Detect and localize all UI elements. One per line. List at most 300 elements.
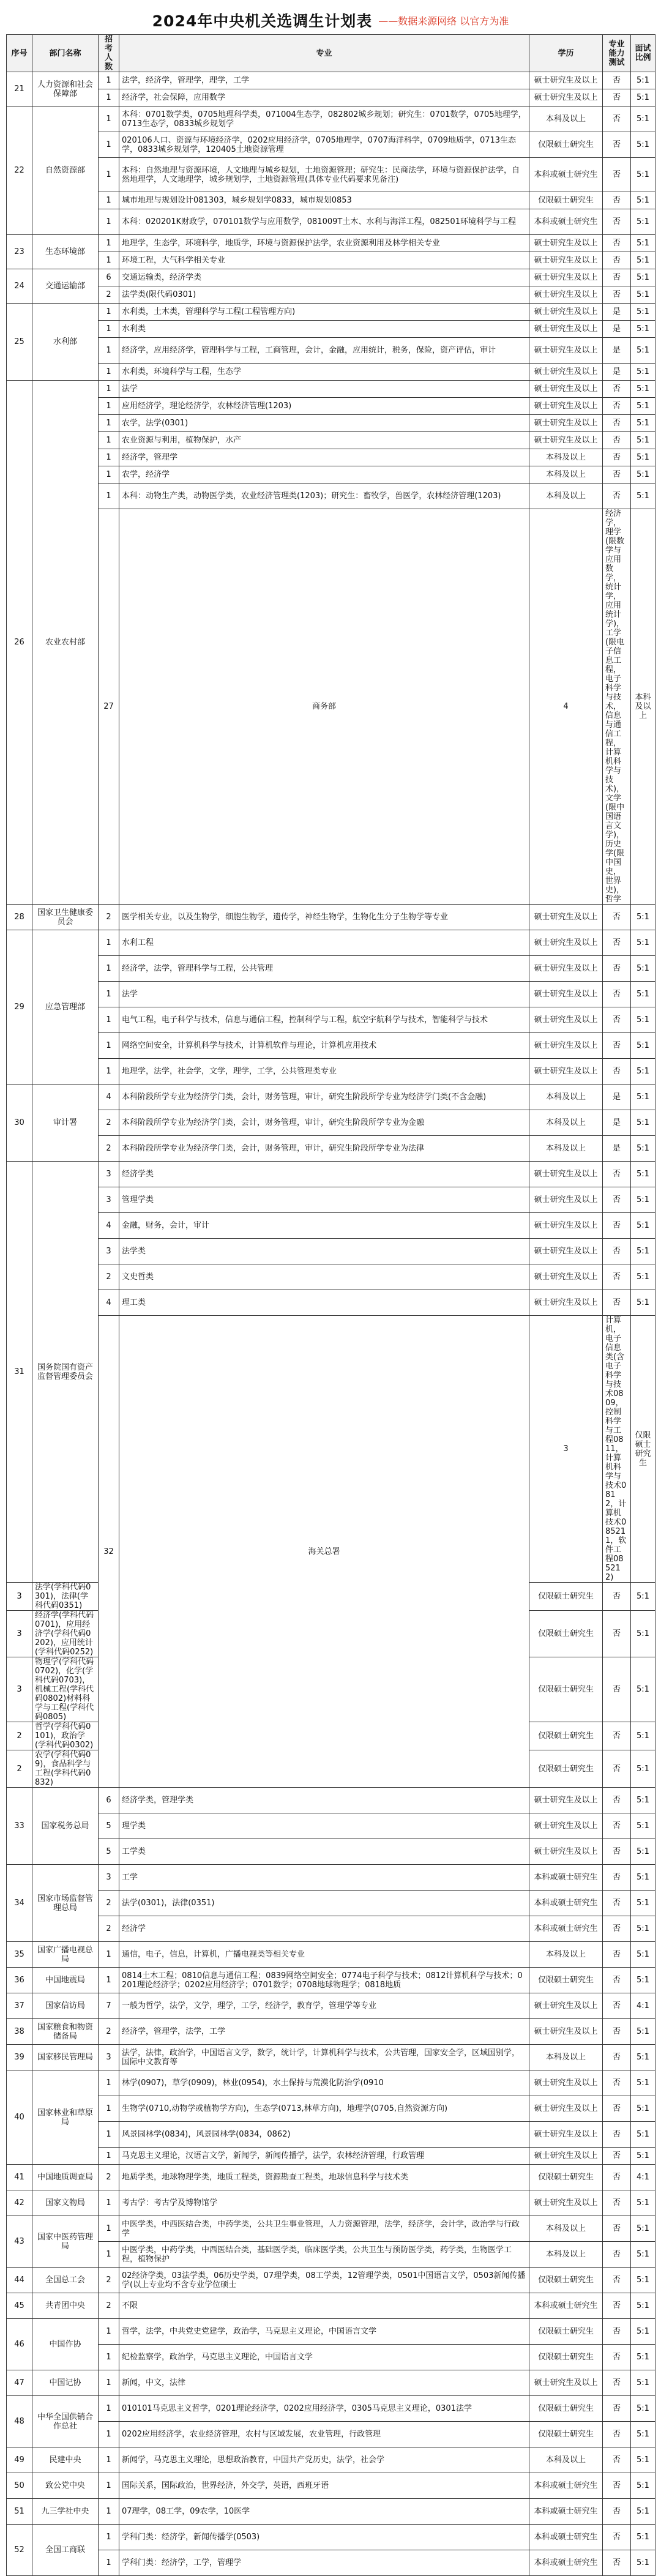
education-cell: 硕士研究生及以上 <box>529 1213 603 1239</box>
quota-cell: 1 <box>99 338 119 364</box>
table-row <box>7 905 655 930</box>
major-cell: 地理学，法学，社会学，文学，理学，工学，公共管理类专业 <box>119 1059 529 1085</box>
major-cell: 经济学，理学(限数学与应用数学，统计学，应用统计学)，工学(限电子信息工程，电子科学与技术，信息与通信工程，计算机科学与技术)，文学(限中国语言文学)，历史学(限中国史，世界史)，哲学 <box>603 509 631 905</box>
quota-cell: 6 <box>99 1788 119 1813</box>
education-cell: 仅限硕士研究生 <box>529 1611 603 1657</box>
interview-ratio-cell: 5:1 <box>631 483 655 509</box>
skill-test-cell: 否 <box>603 1162 631 1187</box>
education-cell: 仅限硕士研究生 <box>529 132 603 158</box>
education-cell: 硕士研究生及以上 <box>529 432 603 449</box>
dept-cell: 交通运输部 <box>32 269 99 304</box>
major-cell: 风景园林学(0834)，风景园林学(0834，0862) <box>119 2122 529 2148</box>
education-cell: 硕士研究生及以上 <box>529 1059 603 1085</box>
quota-cell: 1 <box>99 415 119 432</box>
seq-cell: 28 <box>7 905 32 930</box>
dept-cell: 国家市场监督管理总局 <box>32 1865 99 1942</box>
skill-test-cell: 否 <box>603 1916 631 1942</box>
major-cell: 经济学，管理学 <box>119 449 529 466</box>
interview-ratio-cell: 5:1 <box>631 2096 655 2122</box>
quota-cell: 1 <box>99 132 119 158</box>
table-header-row <box>7 35 655 72</box>
education-cell: 本科或硕士研究生 <box>529 1865 603 1891</box>
skill-test-cell: 否 <box>603 956 631 982</box>
seq-cell: 47 <box>7 2370 32 2396</box>
seq-cell: 36 <box>7 1968 32 1993</box>
interview-ratio-cell: 5:1 <box>631 2473 655 2499</box>
quota-cell: 1 <box>99 106 119 132</box>
seq-cell: 44 <box>7 2268 32 2293</box>
interview-ratio-cell: 5:1 <box>631 2499 655 2525</box>
interview-ratio-cell: 5:1 <box>631 2216 655 2242</box>
skill-test-cell: 否 <box>603 2319 631 2345</box>
major-cell: 马克思主义理论，汉语言文学，新闻学，新闻传播学，法学，农林经济管理，行政管理 <box>119 2148 529 2165</box>
quota-cell: 1 <box>99 2345 119 2370</box>
education-cell: 硕士研究生及以上 <box>529 269 603 286</box>
major-cell: 文史哲类 <box>119 1264 529 1290</box>
education-cell: 本科或硕士研究生 <box>529 2499 603 2525</box>
quota-cell: 1 <box>99 2070 119 2096</box>
education-cell: 本科及以上 <box>631 509 655 905</box>
education-cell: 本科及以上 <box>529 1085 603 1110</box>
table-row <box>7 1865 655 1891</box>
table-row <box>7 1187 655 1213</box>
education-cell: 硕士研究生及以上 <box>529 286 603 304</box>
major-cell: 本科阶段所学专业为经济学门类，会计，财务管理，审计，研究生阶段所学专业为经济学门类(不含金融) <box>119 1085 529 1110</box>
dept-cell: 国家中医药管理局 <box>32 2216 99 2268</box>
table-row <box>7 2447 655 2473</box>
quota-cell: 1 <box>99 192 119 209</box>
major-cell: 经济学，社会保障，应用数学 <box>119 89 529 106</box>
skill-test-cell: 否 <box>603 1611 631 1657</box>
quota-cell: 1 <box>99 2473 119 2499</box>
quota-cell: 1 <box>99 252 119 269</box>
seq-cell: 46 <box>7 2319 32 2370</box>
interview-ratio-cell: 5:1 <box>631 432 655 449</box>
education-cell: 硕士研究生及以上 <box>529 1033 603 1059</box>
quota-cell: 1 <box>99 1007 119 1033</box>
education-cell: 本科及以上 <box>529 2447 603 2473</box>
dept-cell: 国家移民管理局 <box>32 2045 99 2070</box>
interview-ratio-cell: 5:1 <box>631 269 655 286</box>
table-row <box>7 269 655 286</box>
skill-test-cell: 否 <box>603 930 631 956</box>
major-cell: 法学 <box>119 982 529 1007</box>
major-cell: 02经济学类，03法学类，06历史学类，07理学类，08工学类，12管理学类，0501中国语言文学，0503新闻传播学(以上专业均不含专业学位硕士 <box>119 2268 529 2293</box>
dept-cell: 国家林业和草原局 <box>32 2070 99 2165</box>
seq-cell: 48 <box>7 2396 32 2447</box>
seq-cell: 39 <box>7 2045 32 2070</box>
table-row <box>7 930 655 956</box>
education-cell: 本科或硕士研究生 <box>529 209 603 235</box>
table-row <box>7 209 655 235</box>
quota-cell: 2 <box>99 2268 119 2293</box>
seq-cell: 35 <box>7 1942 32 1968</box>
education-cell: 硕士研究生及以上 <box>529 235 603 252</box>
major-cell: 考古学：考古学及博物馆学 <box>119 2190 529 2216</box>
skill-test-cell: 否 <box>603 252 631 269</box>
quota-cell: 1 <box>99 2396 119 2422</box>
education-cell: 本科或硕士研究生 <box>529 2525 603 2550</box>
major-cell: 理工类 <box>119 1290 529 1316</box>
table-row <box>7 1916 655 1942</box>
skill-test-cell: 是 <box>603 364 631 381</box>
major-cell: 本科：0701数学类，0705地理科学类，071004生态学，082802城乡规划；研究生：0701数学，0705地理学，0713生态学，0833城乡规划学 <box>119 106 529 132</box>
interview-ratio-cell: 5:1 <box>631 1085 655 1110</box>
major-cell: 水利类 <box>119 321 529 338</box>
interview-ratio-cell: 5:1 <box>631 89 655 106</box>
interview-ratio-cell: 5:1 <box>631 466 655 483</box>
quota-cell: 1 <box>99 2242 119 2268</box>
major-cell: 010101马克思主义哲学，0201理论经济学，0202应用经济学，0305马克思主义理论，0301法学 <box>119 2396 529 2422</box>
quota-cell: 4 <box>99 1213 119 1239</box>
seq-cell: 22 <box>7 106 32 235</box>
education-cell: 硕士研究生及以上 <box>529 252 603 269</box>
education-cell: 本科及以上 <box>529 1110 603 1136</box>
seq-cell: 26 <box>7 381 32 905</box>
interview-ratio-cell: 5:1 <box>631 2019 655 2045</box>
table-row <box>7 1290 655 1316</box>
skill-test-cell: 否 <box>603 235 631 252</box>
table-row <box>7 449 655 466</box>
skill-test-cell: 否 <box>603 2268 631 2293</box>
major-cell: 通信，电子，信息，计算机，广播电视类等相关专业 <box>119 1942 529 1968</box>
major-cell: 本科：动物生产类，动物医学类，农业经济管理类(1203)；研究生：畜牧学，兽医学，农林经济管理(1203) <box>119 483 529 509</box>
skill-test-cell: 是 <box>603 304 631 321</box>
interview-ratio-cell: 5:1 <box>631 1813 655 1839</box>
skill-test-cell: 否 <box>603 1968 631 1993</box>
education-cell: 本科及以上 <box>529 483 603 509</box>
dept-cell: 审计署 <box>32 1085 99 1162</box>
skill-test-cell: 否 <box>603 1033 631 1059</box>
table-row <box>7 2190 655 2216</box>
major-cell: 物理学(学科代码0702)，化学(学科代码0703)，机械工程(学科代码0802)材料科学与工程(学科代码0805) <box>32 1657 99 1722</box>
education-cell: 硕士研究生及以上 <box>529 2190 603 2216</box>
interview-ratio-cell: 5:1 <box>631 72 655 89</box>
table-row <box>7 509 655 905</box>
education-cell: 本科或硕士研究生 <box>529 1916 603 1942</box>
quota-cell: 1 <box>99 2447 119 2473</box>
seq-cell: 50 <box>7 2473 32 2499</box>
interview-ratio-cell: 5:1 <box>631 381 655 398</box>
major-cell: 学科门类：经济学，新闻传播学(0503) <box>119 2525 529 2550</box>
interview-ratio-cell: 5:1 <box>631 2319 655 2345</box>
seq-cell: 34 <box>7 1865 32 1942</box>
skill-test-cell: 否 <box>603 2370 631 2396</box>
education-cell: 硕士研究生及以上 <box>529 321 603 338</box>
quota-cell: 1 <box>99 2148 119 2165</box>
dept-cell: 国家税务总局 <box>32 1788 99 1865</box>
table-row <box>7 1213 655 1239</box>
skill-test-cell: 否 <box>603 2473 631 2499</box>
quota-cell: 1 <box>99 72 119 89</box>
skill-test-cell: 否 <box>603 2096 631 2122</box>
table-row <box>7 286 655 304</box>
quota-cell: 1 <box>99 2525 119 2550</box>
major-cell: 生物学(0710,动物学或植物学方向)，生态学(0713,林草方向)，地理学(0705,自然资源方向) <box>119 2096 529 2122</box>
dept-cell: 全国工商联 <box>32 2525 99 2576</box>
education-cell: 仅限硕士研究生 <box>529 1583 603 1611</box>
major-cell: 哲学，法学，中共党史党建学，政治学，马克思主义理论，中国语言文学 <box>119 2319 529 2345</box>
skill-test-cell: 是 <box>603 321 631 338</box>
skill-test-cell: 否 <box>603 415 631 432</box>
table-row <box>7 1085 655 1110</box>
seq-cell: 24 <box>7 269 32 304</box>
education-cell: 硕士研究生及以上 <box>529 2070 603 2096</box>
table-row <box>7 2096 655 2122</box>
quota-cell: 1 <box>99 930 119 956</box>
skill-test-cell: 是 <box>603 1085 631 1110</box>
skill-test-cell: 否 <box>603 1788 631 1813</box>
major-cell: 地质学类，地球物理学类，地质工程类，资源勘查工程类，地球信息科学与技术类 <box>119 2165 529 2190</box>
quota-cell: 2 <box>7 1722 32 1750</box>
major-cell: 应用经济学，理论经济学，农林经济管理(1203) <box>119 398 529 415</box>
table-row <box>7 2499 655 2525</box>
major-cell: 农学，法学(0301) <box>119 415 529 432</box>
interview-ratio-cell: 5:1 <box>631 2550 655 2576</box>
major-cell: 新闻，中文，法律 <box>119 2370 529 2396</box>
education-cell: 硕士研究生及以上 <box>529 982 603 1007</box>
major-cell: 城市地理与规划设计081303，城乡规划学0833，城市规划0853 <box>119 192 529 209</box>
table-row <box>7 381 655 398</box>
education-cell: 硕士研究生及以上 <box>529 304 603 321</box>
major-cell: 中医学类，中西医结合类，中药学类，公共卫生事业管理，人力资源管理，法学，经济学，会计学，政治学与行政学 <box>119 2216 529 2242</box>
interview-ratio-cell: 5:1 <box>631 286 655 304</box>
interview-ratio-cell: 5:1 <box>631 2268 655 2293</box>
interview-ratio-cell: 5:1 <box>631 1788 655 1813</box>
quota-cell: 5 <box>99 1839 119 1865</box>
interview-ratio-cell: 5:1 <box>631 235 655 252</box>
major-cell: 07理学，08工学，09农学，10医学 <box>119 2499 529 2525</box>
skill-test-cell: 否 <box>603 1750 631 1788</box>
table-row <box>7 2345 655 2370</box>
major-cell: 哲学(学科代码0101)，政治学(学科代码0302) <box>32 1722 99 1750</box>
table-row <box>7 2422 655 2447</box>
skill-test-cell: 否 <box>603 1865 631 1891</box>
quota-cell: 1 <box>99 2122 119 2148</box>
header-cell: 专业 <box>119 35 529 72</box>
skill-test-cell: 否 <box>603 1239 631 1264</box>
quota-cell: 1 <box>99 982 119 1007</box>
education-cell: 仅限硕士研究生 <box>529 1750 603 1788</box>
seq-cell: 43 <box>7 2216 32 2268</box>
skill-test-cell: 否 <box>603 2045 631 2070</box>
education-cell: 仅限硕士研究生 <box>529 2268 603 2293</box>
dept-cell: 人力资源和社会保障部 <box>32 72 99 106</box>
education-cell: 仅限硕士研究生 <box>529 2345 603 2370</box>
skill-test-cell: 否 <box>603 2499 631 2525</box>
quota-cell: 2 <box>99 1264 119 1290</box>
interview-ratio-cell: 5:1 <box>631 2190 655 2216</box>
quota-cell: 4 <box>99 1290 119 1316</box>
skill-test-cell: 否 <box>603 2242 631 2268</box>
quota-cell: 2 <box>99 1110 119 1136</box>
quota-cell: 1 <box>99 432 119 449</box>
dept-cell: 自然资源部 <box>32 106 99 235</box>
education-cell: 本科及以上 <box>529 466 603 483</box>
table-row <box>7 1239 655 1264</box>
interview-ratio-cell: 5:1 <box>631 1136 655 1162</box>
major-cell: 法学类(限代码0301) <box>119 286 529 304</box>
header-cell: 面试比例 <box>631 35 655 72</box>
table-row <box>7 1110 655 1136</box>
major-cell: 经济学类 <box>119 1162 529 1187</box>
quota-cell: 1 <box>99 2319 119 2345</box>
skill-test-cell: 否 <box>603 982 631 1007</box>
education-cell: 硕士研究生及以上 <box>529 1993 603 2019</box>
quota-cell: 1 <box>99 398 119 415</box>
interview-ratio-cell: 5:1 <box>631 304 655 321</box>
skill-test-cell: 否 <box>603 1583 631 1611</box>
education-cell: 硕士研究生及以上 <box>529 415 603 432</box>
major-cell: 地理学，生态学，环境科学，地质学，环境与资源保护法学，农业资源利用及林学相关专业 <box>119 235 529 252</box>
skill-test-cell: 否 <box>603 1059 631 1085</box>
table-row <box>7 304 655 321</box>
interview-ratio-cell: 5:1 <box>631 209 655 235</box>
table-row <box>7 2268 655 2293</box>
table-row <box>7 2550 655 2576</box>
seq-cell: 30 <box>7 1085 32 1162</box>
seq-cell: 25 <box>7 304 32 381</box>
dept-cell: 九三学社中央 <box>32 2499 99 2525</box>
education-cell: 硕士研究生及以上 <box>529 381 603 398</box>
table-row <box>7 235 655 252</box>
major-cell: 工学 <box>119 1865 529 1891</box>
table-row <box>7 2293 655 2319</box>
major-cell: 金融，财务，会计，审计 <box>119 1213 529 1239</box>
skill-test-cell: 否 <box>603 106 631 132</box>
skill-test-cell: 否 <box>603 2345 631 2370</box>
interview-ratio-cell: 5:1 <box>631 252 655 269</box>
education-cell: 仅限硕士研究生 <box>529 1968 603 1993</box>
education-cell: 硕士研究生及以上 <box>529 1162 603 1187</box>
education-cell: 仅限硕士研究生 <box>529 1722 603 1750</box>
quota-cell: 1 <box>99 2096 119 2122</box>
quota-cell: 3 <box>99 2045 119 2070</box>
table-row <box>7 483 655 509</box>
interview-ratio-cell: 5:1 <box>631 132 655 158</box>
skill-test-cell: 否 <box>603 1722 631 1750</box>
education-cell: 硕士研究生及以上 <box>529 930 603 956</box>
table-row <box>7 1136 655 1162</box>
table-row <box>7 432 655 449</box>
major-cell: 水利类，土木类，管理科学与工程(工程管理方向) <box>119 304 529 321</box>
education-cell: 本科及以上 <box>529 449 603 466</box>
quota-cell: 1 <box>99 483 119 509</box>
major-cell: 经济学(学科代码0701)，应用经济学(学科代码0202)，应用统计(学科代码0252) <box>32 1611 99 1657</box>
major-cell: 新闻学，马克思主义理论，思想政治教育，中国共产党历史，法学，社会学 <box>119 2447 529 2473</box>
interview-ratio-cell: 5:1 <box>631 1007 655 1033</box>
education-cell: 硕士研究生及以上 <box>529 72 603 89</box>
major-cell: 法学 <box>119 381 529 398</box>
skill-test-cell: 否 <box>603 2525 631 2550</box>
skill-test-cell: 否 <box>603 1290 631 1316</box>
skill-test-cell: 否 <box>603 192 631 209</box>
seq-cell: 37 <box>7 1993 32 2019</box>
quota-cell: 1 <box>99 209 119 235</box>
quota-cell: 3 <box>529 1316 603 1583</box>
skill-test-cell: 否 <box>603 2447 631 2473</box>
quota-cell: 1 <box>99 2422 119 2447</box>
education-cell: 本科及以上 <box>529 1942 603 1968</box>
quota-cell: 1 <box>99 381 119 398</box>
major-cell: 计算机，电子信息类(含电子科学与技术0809，控制科学与工程0811，计算机科学与技术0812，计算机技术085211，软件工程085212) <box>603 1316 631 1583</box>
table-row <box>7 106 655 132</box>
education-cell: 硕士研究生及以上 <box>529 1839 603 1865</box>
dept-cell: 中国地质调查局 <box>32 2165 99 2190</box>
major-cell: 管理学类 <box>119 1187 529 1213</box>
seq-cell: 40 <box>7 2070 32 2165</box>
table-row <box>7 72 655 89</box>
interview-ratio-cell: 5:1 <box>631 1916 655 1942</box>
table-row <box>7 192 655 209</box>
major-cell: 经济学类，管理学类 <box>119 1788 529 1813</box>
education-cell: 本科或硕士研究生 <box>529 2293 603 2319</box>
table-row <box>7 1162 655 1187</box>
quota-cell: 1 <box>99 2216 119 2242</box>
interview-ratio-cell: 5:1 <box>631 2396 655 2422</box>
interview-ratio-cell: 5:1 <box>631 1891 655 1916</box>
plan-table <box>6 34 655 2576</box>
major-cell: 法学，法律，政治学，中国语言文学，数学，统计学，计算机科学与技术，公共管理，国家安全学，区域国别学，国际中文教育等 <box>119 2045 529 2070</box>
skill-test-cell: 否 <box>603 2148 631 2165</box>
education-cell: 本科或硕士研究生 <box>529 2473 603 2499</box>
education-cell: 硕士研究生及以上 <box>529 1187 603 1213</box>
dept-cell: 海关总署 <box>119 1316 529 1788</box>
quota-cell: 2 <box>99 1136 119 1162</box>
dept-cell: 中华全国供销合作总社 <box>32 2396 99 2447</box>
skill-test-cell: 否 <box>603 398 631 415</box>
major-cell: 不限 <box>119 2293 529 2319</box>
dept-cell: 商务部 <box>119 509 529 905</box>
education-cell: 硕士研究生及以上 <box>529 398 603 415</box>
quota-cell: 2 <box>99 1891 119 1916</box>
dept-cell: 国家文物局 <box>32 2190 99 2216</box>
dept-cell: 全国总工会 <box>32 2268 99 2293</box>
quota-cell: 5 <box>99 1813 119 1839</box>
education-cell: 硕士研究生及以上 <box>529 364 603 381</box>
skill-test-cell: 否 <box>603 1264 631 1290</box>
skill-test-cell: 否 <box>603 381 631 398</box>
skill-test-cell: 是 <box>603 1136 631 1162</box>
seq-cell: 21 <box>7 72 32 106</box>
major-cell: 农学，经济学 <box>119 466 529 483</box>
table-row <box>7 2242 655 2268</box>
major-cell: 020106人口、资源与环境经济学，0202应用经济学，0705地理学，0707海洋科学，0709地质学，0713生态学，0833城乡规划学，120405土地资源管理 <box>119 132 529 158</box>
quota-cell: 2 <box>99 2019 119 2045</box>
education-cell: 本科或硕士研究生 <box>529 1891 603 1916</box>
quota-cell: 4 <box>99 1085 119 1110</box>
major-cell: 法学(0301)，法律(0351) <box>119 1891 529 1916</box>
table-row <box>7 398 655 415</box>
quota-cell: 1 <box>99 1968 119 1993</box>
quota-cell: 2 <box>7 1750 32 1788</box>
education-cell: 硕士研究生及以上 <box>529 2370 603 2396</box>
interview-ratio-cell: 5:1 <box>631 2293 655 2319</box>
dept-cell: 共青团中央 <box>32 2293 99 2319</box>
education-cell: 硕士研究生及以上 <box>529 2019 603 2045</box>
interview-ratio-cell: 5:1 <box>631 1968 655 1993</box>
header-cell: 部门名称 <box>32 35 99 72</box>
major-cell: 网络空间安全，计算机科学与技术，计算机软件与理论，计算机应用技术 <box>119 1033 529 1059</box>
interview-ratio-cell: 5:1 <box>631 1033 655 1059</box>
interview-ratio-cell: 5:1 <box>631 106 655 132</box>
education-cell: 本科及以上 <box>529 106 603 132</box>
skill-test-cell: 否 <box>603 72 631 89</box>
table-row <box>7 2045 655 2070</box>
header-cell: 专业能力测试 <box>603 35 631 72</box>
table-row <box>7 1993 655 2019</box>
dept-cell: 农业农村部 <box>32 381 99 905</box>
